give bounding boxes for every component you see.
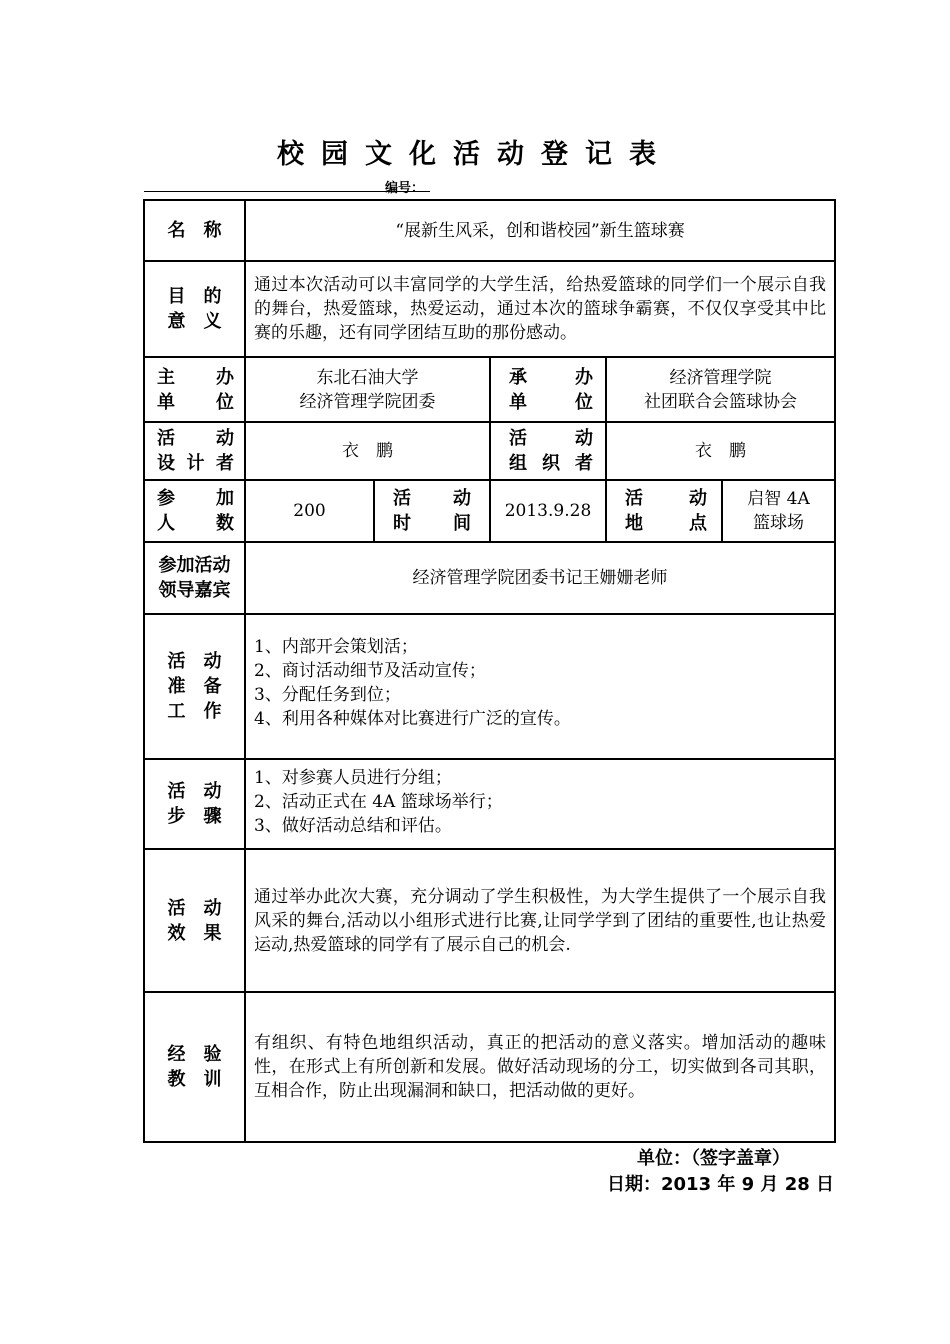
- row-lessons: [144, 992, 835, 1142]
- preparation-label-line2: 准 备: [167, 676, 222, 697]
- preparation-item: 1、内部开会策划活；: [254, 637, 418, 657]
- row-organizer: [144, 357, 835, 422]
- signature-date: 日期：2013 年 9 月 28 日: [607, 1174, 835, 1195]
- effect-label-line1: 活 动: [167, 897, 222, 919]
- purpose-value: 通过本次活动可以丰富同学的大学生活，给热爱篮球的同学们一个展示自我的舞台，热爱篮球，热爱运动，通过本次的篮球争霸赛，不仅仅享受其中比赛的乐趣，还有同学团结互助的那份感动。: [245, 261, 835, 357]
- organizer-label-line1: 主 办: [157, 366, 234, 388]
- co-organizer-label-line2: 单 位: [509, 391, 593, 413]
- designer-label-line2: 设 计 者: [157, 453, 234, 474]
- purpose-label-line1: 目 的: [167, 286, 222, 307]
- lessons-value: 有组织、有特色地组织活动，真正的把活动的意义落实。增加活动的趣味性，在形式上有所创新和发展。做好活动现场的分工，切实做到各司其职，互相合作，防止出现漏洞和缺口，把活动做的更好。: [245, 992, 835, 1142]
- time-label-line1: 活 动: [393, 488, 471, 509]
- organizer-person-label-line1: 活 动: [509, 428, 593, 449]
- designer-value: 衣 鹏: [245, 422, 490, 480]
- count-label-line2: 人 数: [157, 513, 234, 534]
- row-purpose: [144, 261, 835, 357]
- effect-label-line2: 效 果: [167, 922, 222, 944]
- guests-label-line1: 参加活动: [158, 555, 231, 576]
- place-label-line1: 活 动: [625, 488, 707, 509]
- row-effect: [144, 849, 835, 992]
- row-steps: [144, 759, 835, 849]
- step-item: 2、活动正式在 4A 篮球场举行；: [254, 792, 503, 812]
- place-value-line2: 篮球场: [753, 513, 805, 533]
- row-guests: [144, 542, 835, 614]
- row-details: [144, 480, 835, 542]
- serial-underline: [144, 191, 430, 192]
- place-label-line2: 地 点: [625, 513, 707, 534]
- time-label-line2: 时 间: [393, 513, 471, 534]
- organizer-person-value: 衣 鹏: [606, 422, 835, 480]
- guests-label-line2: 领导嘉宾: [158, 580, 231, 601]
- count-label-line1: 参 加: [157, 488, 234, 509]
- registration-form-table: [143, 199, 836, 1143]
- place-value-line1: 启智 4A: [747, 489, 810, 509]
- row-preparation: [144, 614, 835, 759]
- guests-value: 经济管理学院团委书记王姗姗老师: [245, 542, 835, 614]
- name-value: “展新生风采，创和谐校园”新生篮球赛: [245, 200, 835, 261]
- designer-label-line1: 活 动: [157, 428, 234, 449]
- organizer-label-line2: 单 位: [157, 391, 234, 413]
- purpose-label-line2: 意 义: [167, 311, 222, 332]
- row-designer: [144, 422, 835, 480]
- count-value: 200: [245, 480, 374, 542]
- signature-unit-label: 单位：（签字盖章）: [637, 1148, 790, 1169]
- lessons-label-line2: 教 训: [167, 1069, 222, 1090]
- name-label: 名 称: [144, 200, 245, 261]
- effect-value: 通过举办此次大赛，充分调动了学生积极性，为大学生提供了一个展示自我风采的舞台,活动以小组形式进行比赛,让同学学到了团结的重要性,也让热爱运动,热爱篮球的同学有了展示自己的机会.: [245, 849, 835, 992]
- step-item: 1、对参赛人员进行分组；: [254, 768, 452, 788]
- steps-label-line2: 步 骤: [167, 806, 222, 827]
- preparation-item: 2、商讨活动细节及活动宣传；: [254, 661, 486, 681]
- step-item: 3、做好活动总结和评估。: [254, 816, 452, 836]
- organizer-value-line2: 经济管理学院团委: [299, 391, 436, 412]
- time-value: 2013.9.28: [490, 480, 606, 542]
- preparation-label-line3: 工 作: [167, 701, 222, 722]
- organizer-person-label-line2: 组 织 者: [509, 453, 593, 474]
- steps-label-line1: 活 动: [167, 781, 222, 802]
- preparation-item: 4、利用各种媒体对比赛进行广泛的宣传。: [254, 709, 571, 729]
- page-title: 校园文化活动登记表: [277, 139, 673, 170]
- co-organizer-value-line2: 社团联合会篮球协会: [644, 391, 798, 412]
- preparation-label-line1: 活 动: [167, 651, 222, 672]
- preparation-item: 3、分配任务到位；: [254, 685, 401, 705]
- row-name: [144, 200, 835, 261]
- co-organizer-label-line1: 承 办: [509, 366, 593, 388]
- lessons-label-line1: 经 验: [167, 1044, 222, 1065]
- co-organizer-value-line1: 经济管理学院: [669, 367, 772, 388]
- serial-number-label: 编号：: [385, 181, 425, 196]
- organizer-value-line1: 东北石油大学: [316, 367, 419, 388]
